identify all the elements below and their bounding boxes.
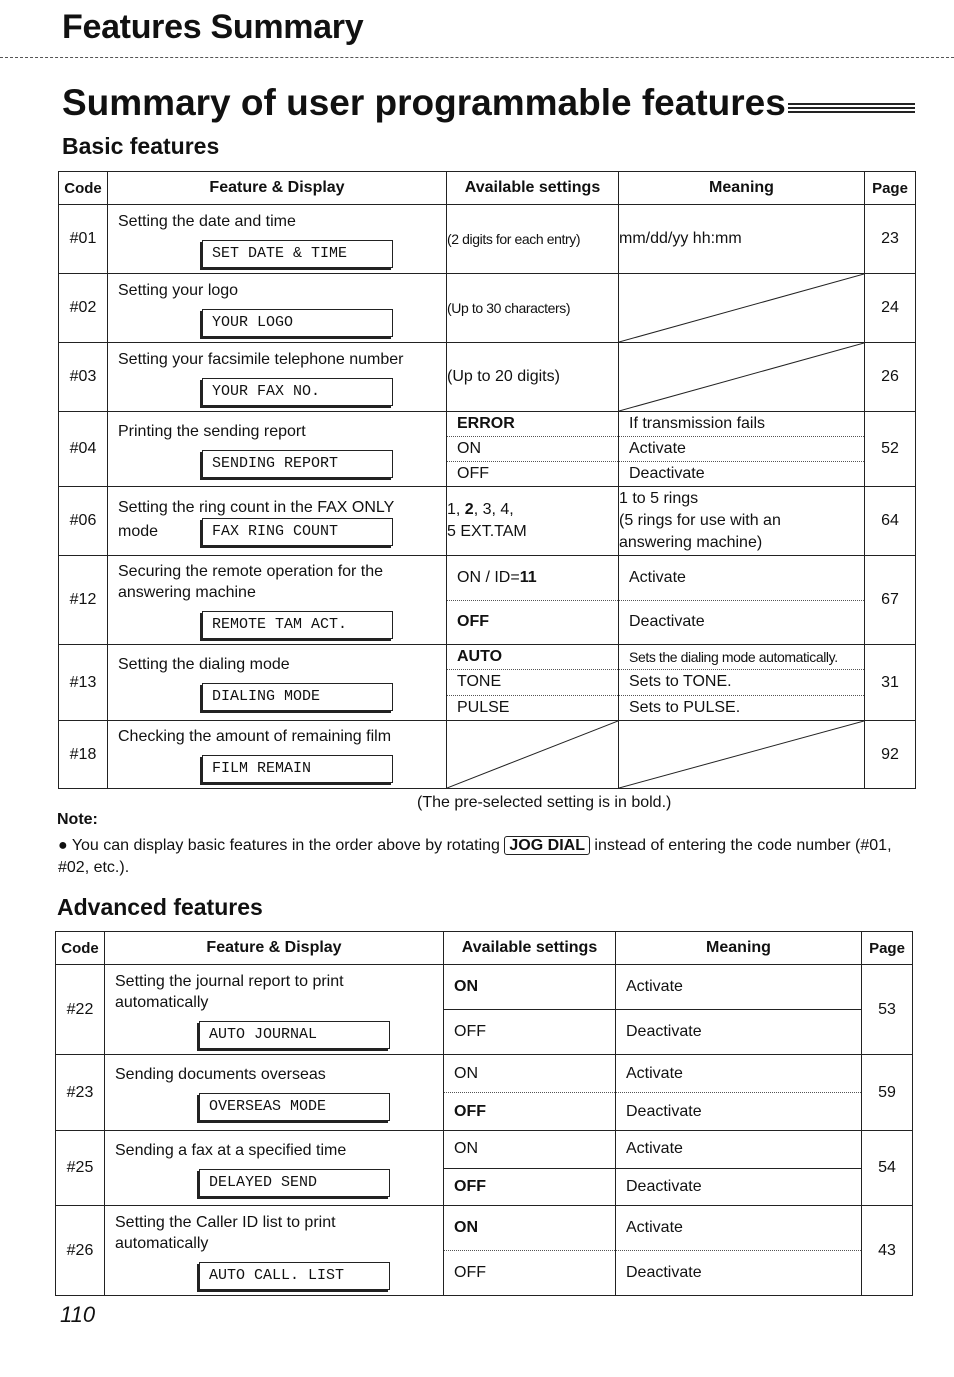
page-ref: 23 [865, 205, 916, 274]
note-text [58, 835, 918, 879]
note-heading: Note: [57, 811, 98, 828]
meaning-option: Activate [629, 568, 686, 586]
setting-option [447, 556, 618, 600]
lcd-display: SET DATE & TIME [202, 240, 393, 268]
meaning-option: Deactivate [616, 1092, 861, 1130]
meaning-cell [619, 645, 865, 721]
table-row [59, 274, 916, 343]
lcd-display: DELAYED SEND [199, 1169, 390, 1197]
column-header-meaning: Meaning [619, 172, 865, 205]
meaning-cell [619, 556, 865, 645]
setting-text: ON / ID= [457, 568, 520, 586]
setting-option: ON [454, 978, 478, 995]
feature-code: #23 [56, 1055, 105, 1131]
settings-cell [444, 1206, 616, 1296]
feature-code: #25 [56, 1131, 105, 1206]
meaning-text: answering machine) [619, 534, 763, 551]
settings-cell [447, 412, 619, 487]
column-header-feature: Feature & Display [108, 172, 447, 205]
page-ref: 59 [862, 1055, 913, 1131]
page-ref: 52 [865, 412, 916, 487]
title-decoration [788, 103, 915, 115]
settings-cell: (Up to 30 characters) [447, 274, 619, 343]
page-ref: 54 [862, 1131, 913, 1206]
meaning-option: Sets the dialing mode automatically. [629, 649, 838, 666]
feature-label-cont: automatically [115, 1234, 209, 1252]
page-ref: 64 [865, 487, 916, 556]
feature-label: Sending a fax at a specified time [115, 1141, 347, 1159]
meaning-text: (5 rings for use with an [619, 512, 781, 529]
meaning-option: Activate [626, 978, 683, 995]
page-ref: 26 [865, 343, 916, 412]
setting-default: 2 [464, 501, 474, 518]
setting-option: AUTO [457, 648, 503, 666]
feature-label-cont: mode [118, 522, 159, 540]
lcd-display: DIALING MODE [202, 683, 393, 711]
feature-code: #06 [59, 487, 108, 556]
feature-cell [108, 721, 447, 789]
setting-option: OFF [447, 600, 618, 645]
settings-cell: (2 digits for each entry) [447, 205, 619, 274]
settings-cell [447, 645, 619, 721]
feature-label-cont: automatically [115, 993, 209, 1011]
settings-cell [444, 965, 616, 1055]
meaning-cell [619, 412, 865, 487]
feature-code: #12 [59, 556, 108, 645]
feature-cell [108, 556, 447, 645]
meaning-cell-empty [619, 721, 865, 789]
settings-cell [447, 487, 619, 556]
feature-cell [105, 1055, 444, 1131]
feature-label: Securing the remote operation for the [118, 563, 384, 580]
feature-code: #13 [59, 645, 108, 721]
lcd-display: AUTO JOURNAL [199, 1021, 390, 1049]
feature-cell [105, 1206, 444, 1296]
lcd-display: YOUR FAX NO. [202, 378, 393, 406]
table-row [59, 721, 916, 789]
feature-code: #04 [59, 412, 108, 487]
page-ref: 24 [865, 274, 916, 343]
page-number: 110 [60, 1302, 96, 1327]
basic-features-heading: Basic features [62, 133, 220, 159]
feature-label: Setting your logo [118, 281, 239, 299]
jog-dial-key: JOG DIAL [504, 836, 590, 855]
page-title: Summary of user programmable features [62, 82, 786, 123]
lcd-display: FILM REMAIN [202, 755, 393, 783]
table-row [56, 1055, 913, 1131]
lcd-display: OVERSEAS MODE [199, 1093, 390, 1121]
feature-label: Setting your facsimile telephone number [118, 350, 404, 368]
feature-label: Sending documents overseas [115, 1066, 326, 1083]
page-ref: 43 [862, 1206, 913, 1296]
page-ref: 67 [865, 556, 916, 645]
column-header-page: Page [862, 932, 913, 965]
table-row [56, 1206, 913, 1296]
meaning-cell [616, 1131, 862, 1206]
table-header-row [59, 172, 916, 205]
setting-text: 1, [447, 501, 465, 518]
bullet-icon: ● [58, 837, 68, 854]
table-row [59, 205, 916, 274]
setting-option: OFF [444, 1168, 615, 1206]
setting-text: , 3, 4, [473, 501, 514, 518]
table-row [59, 412, 916, 487]
basic-features-table [58, 171, 916, 789]
feature-cell [108, 487, 447, 556]
table-row [59, 645, 916, 721]
setting-option: OFF [444, 1009, 615, 1054]
feature-code: #03 [59, 343, 108, 412]
feature-label: Setting the ring count in the FAX ONLY [118, 498, 395, 516]
lcd-display: AUTO CALL. LIST [199, 1262, 390, 1290]
page-ref: 92 [865, 721, 916, 789]
setting-option: ON [454, 1064, 478, 1082]
feature-code: #26 [56, 1206, 105, 1296]
meaning-cell: mm/dd/yy hh:mm [619, 205, 865, 274]
meaning-cell [616, 1055, 862, 1131]
column-header-code: Code [59, 172, 108, 205]
meaning-option: If transmission fails [629, 415, 766, 432]
settings-cell [447, 556, 619, 645]
column-header-meaning: Meaning [616, 932, 862, 965]
note-text-part: You can display basic features in the order above by rotating [71, 837, 500, 854]
meaning-option: Sets to TONE. [619, 669, 864, 694]
feature-label: Setting the date and time [118, 212, 296, 230]
lcd-display: REMOTE TAM ACT. [202, 611, 393, 639]
table-row [59, 343, 916, 412]
meaning-option: Sets to PULSE. [619, 695, 864, 720]
meaning-option: Activate [619, 436, 864, 461]
feature-cell [108, 412, 447, 487]
setting-option: TONE [447, 669, 618, 694]
column-header-page: Page [865, 172, 916, 205]
column-header-feature: Feature & Display [105, 932, 444, 965]
feature-cell [108, 205, 447, 274]
lcd-display: YOUR LOGO [202, 309, 393, 337]
setting-option: PULSE [447, 695, 618, 720]
setting-option: OFF [444, 1250, 615, 1295]
setting-text: 5 EXT.TAM [447, 523, 527, 540]
settings-cell: (Up to 20 digits) [447, 343, 619, 412]
meaning-option: Deactivate [619, 461, 864, 486]
feature-label-cont: answering machine [118, 584, 256, 601]
lcd-display: SENDING REPORT [202, 450, 393, 478]
feature-cell [108, 343, 447, 412]
setting-option: ON [447, 436, 618, 461]
settings-cell-empty [447, 721, 619, 789]
table-header-row [56, 932, 913, 965]
table-row [59, 487, 916, 556]
setting-option: ON [454, 1219, 478, 1236]
meaning-cell [616, 965, 862, 1055]
feature-label: Setting the dialing mode [118, 656, 290, 673]
meaning-option: Activate [626, 1064, 683, 1082]
setting-option: OFF [444, 1092, 615, 1130]
table-row [59, 556, 916, 645]
section-title: Features Summary [62, 8, 364, 46]
feature-cell [105, 965, 444, 1055]
column-header-code: Code [56, 932, 105, 965]
meaning-option: Deactivate [616, 1250, 861, 1295]
meaning-option: Activate [626, 1140, 683, 1158]
advanced-features-heading: Advanced features [57, 894, 263, 920]
feature-cell [108, 645, 447, 721]
feature-label: Printing the sending report [118, 422, 306, 440]
note-text-part: instead of entering the code number (#01, #02, etc.). [58, 837, 892, 876]
meaning-cell [616, 1206, 862, 1296]
meaning-option: Deactivate [619, 600, 864, 645]
page-ref: 53 [862, 965, 913, 1055]
feature-code: #18 [59, 721, 108, 789]
column-header-settings: Available settings [444, 932, 616, 965]
setting-option: ON [454, 1140, 478, 1158]
feature-cell [108, 274, 447, 343]
section-divider [0, 57, 954, 58]
settings-cell [444, 1055, 616, 1131]
feature-code: #01 [59, 205, 108, 274]
lcd-display: FAX RING COUNT [202, 518, 393, 546]
setting-default: 11 [519, 568, 537, 586]
meaning-cell-empty [619, 343, 865, 412]
table-row [56, 965, 913, 1055]
column-header-settings: Available settings [447, 172, 619, 205]
meaning-option: Activate [626, 1219, 683, 1236]
feature-code: #22 [56, 965, 105, 1055]
settings-cell [444, 1131, 616, 1206]
table-row [56, 1131, 913, 1206]
feature-label: Checking the amount of remaining film [118, 728, 392, 745]
feature-label: Setting the journal report to print [115, 972, 344, 990]
feature-label: Setting the Caller ID list to print [115, 1213, 336, 1231]
feature-cell [105, 1131, 444, 1206]
meaning-cell-empty [619, 274, 865, 343]
preselected-note: (The pre-selected setting is in bold.) [417, 794, 672, 811]
meaning-cell [619, 487, 865, 556]
meaning-text: 1 to 5 rings [619, 490, 699, 507]
feature-code: #02 [59, 274, 108, 343]
meaning-option: Deactivate [616, 1168, 861, 1206]
advanced-features-table [55, 931, 913, 1296]
setting-option: OFF [447, 461, 618, 486]
meaning-option: Deactivate [616, 1009, 861, 1054]
page-ref: 31 [865, 645, 916, 721]
setting-option: ERROR [457, 415, 515, 432]
